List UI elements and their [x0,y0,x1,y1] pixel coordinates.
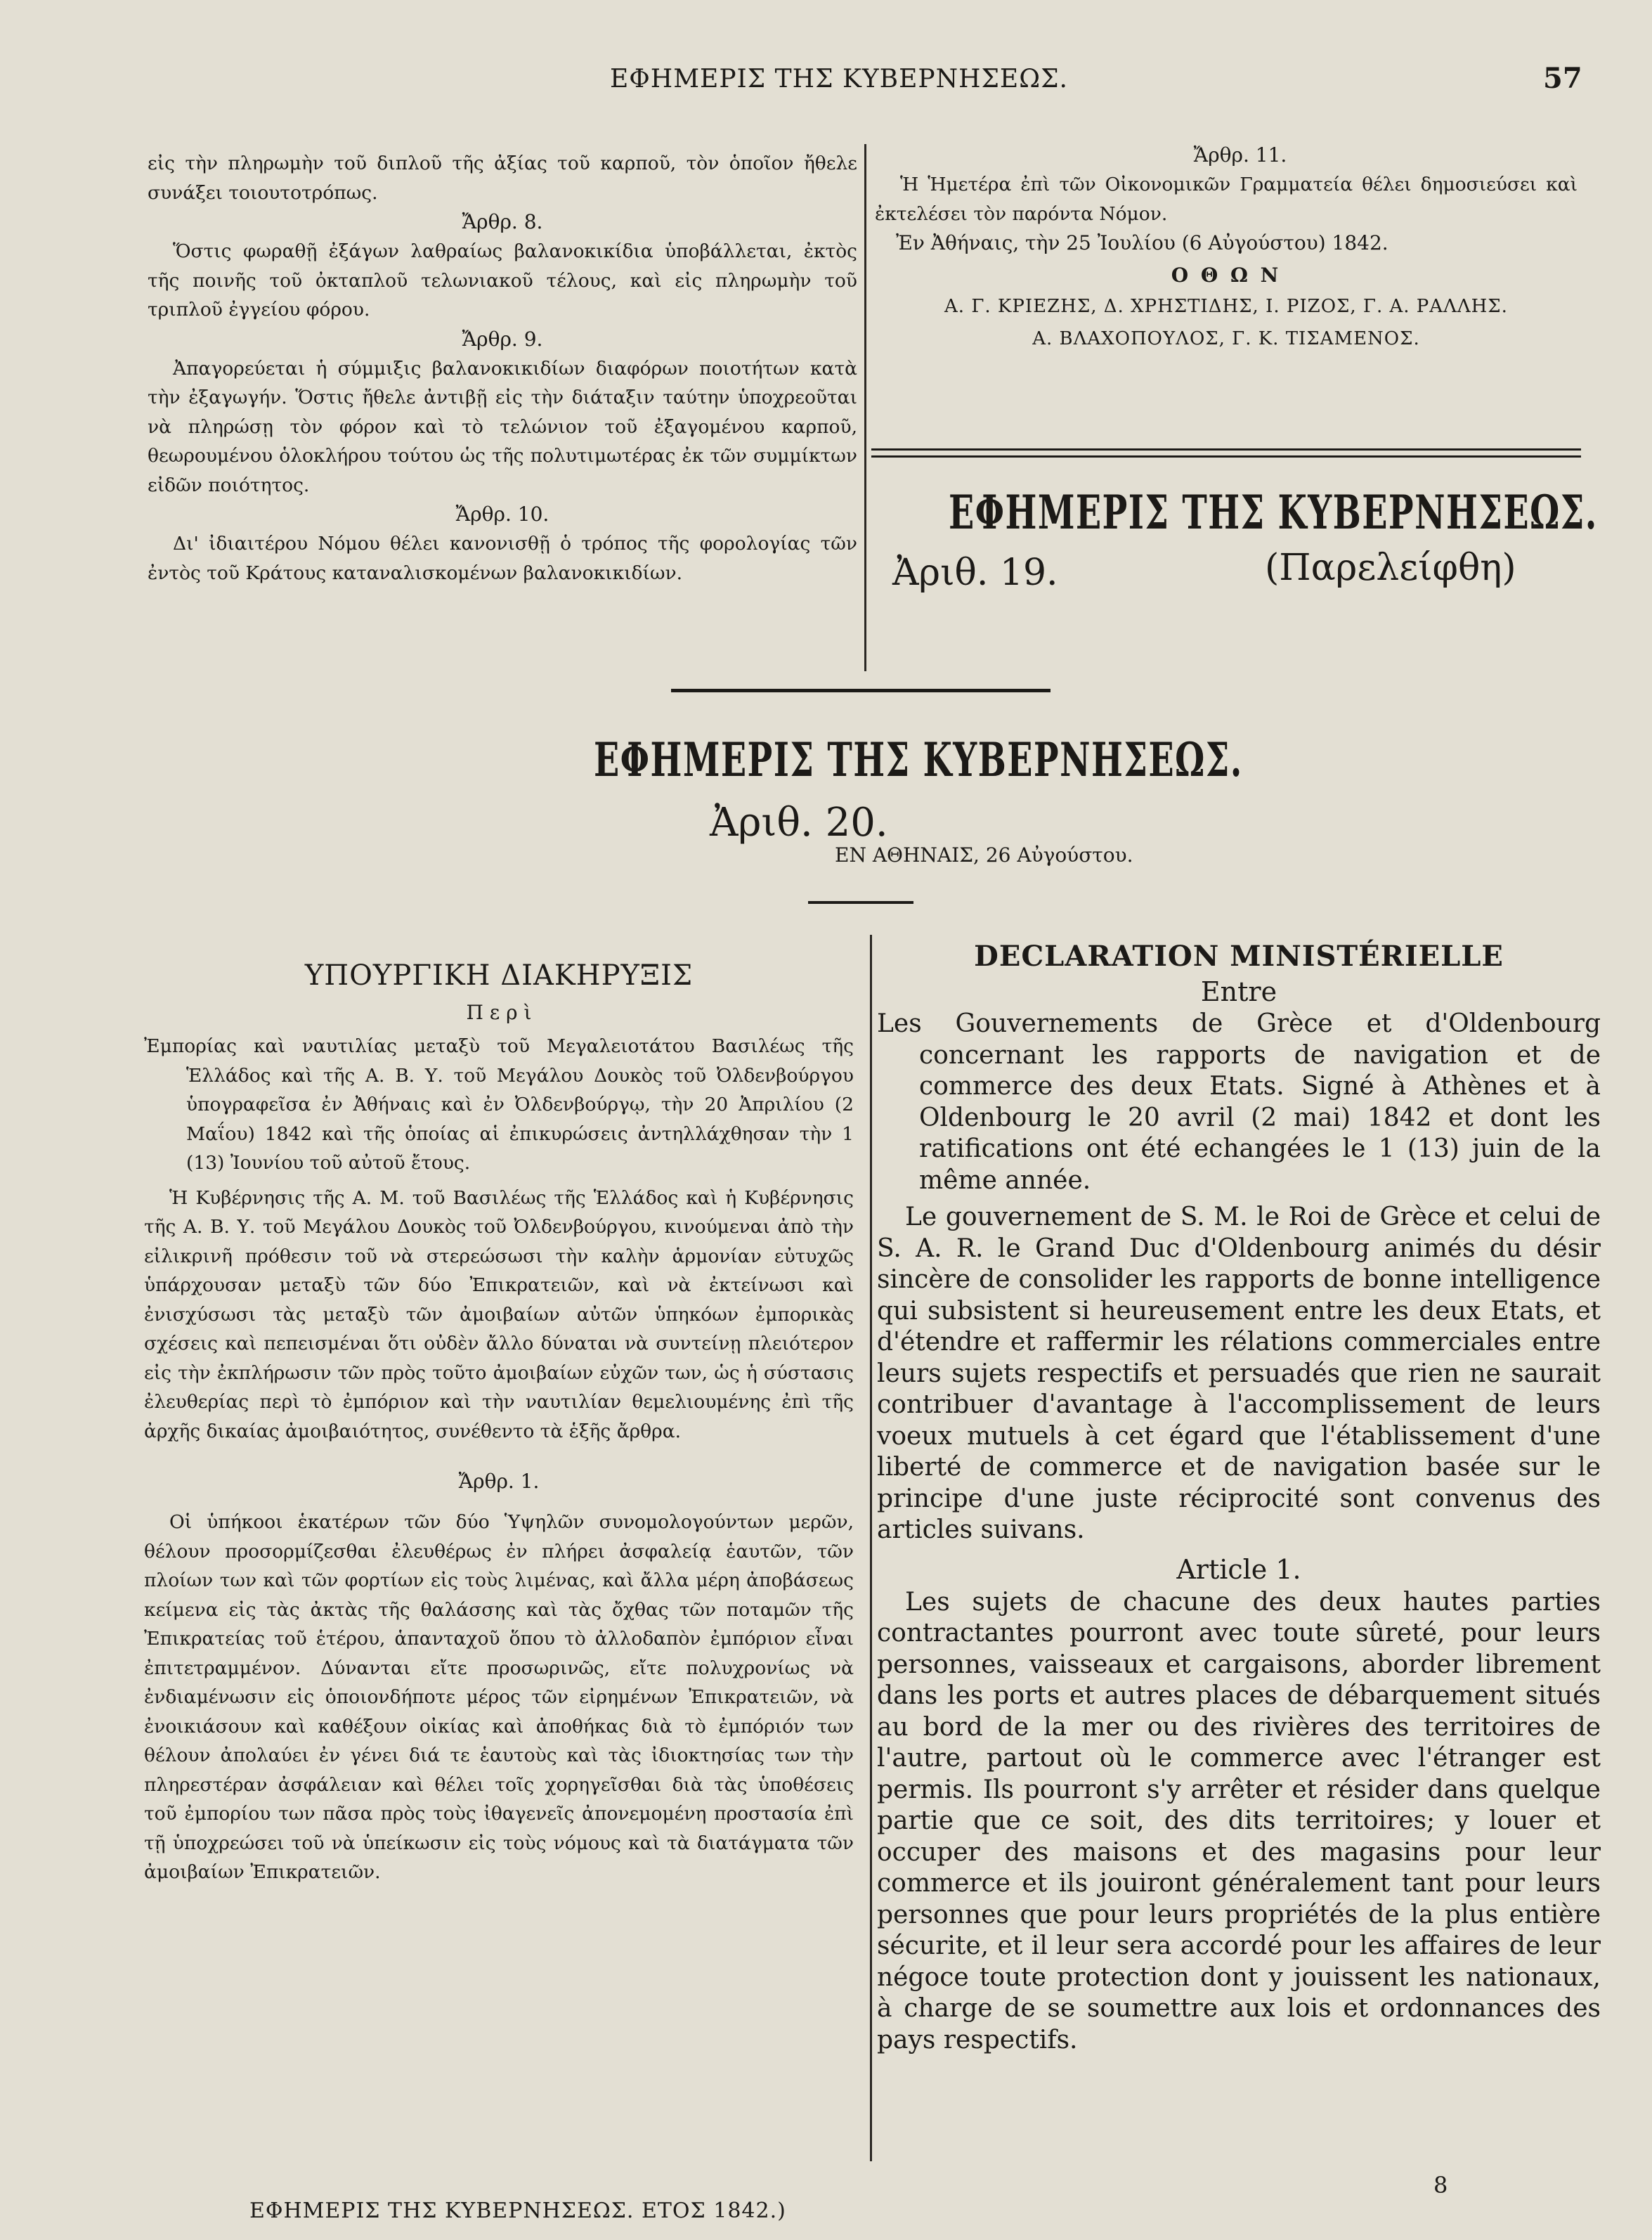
french-column [877,938,1601,2056]
issue-omitted-note: (Παρελείφθη) [1265,547,1516,589]
issue-number-19: Ἀριθ. 19. [892,552,1058,594]
article-heading: Article 1. [1176,1553,1301,1585]
law-paragraph: Ἀπαγορεύεται ἡ σύμμιξις βαλανοκικιδίων διαφόρων ποιοτήτων κατὰ τὴν ἐξαγωγήν. Ὅστις ἤθελε ἀντιβῇ εἰς τὴν διάταξιν ταύτην ὑποχρεοῦται νὰ πληρώσῃ τὸν φόρον καὶ τὸ τελώνιον τοῦ ἐξαγομένου καρποῦ, θεωρουμένου ὁλοκλήρου τούτου ὡς τῆς πολυτιμωτέρας ἐκ τῶν συμμίκτων εἰδῶν ποιότητος. [148,357,857,496]
entre-line: Entre [1200,976,1277,1007]
article-heading: Ἄρθρ. 1. [458,1470,540,1493]
top-left-column [148,149,857,588]
law-paragraph: εἰς τὴν πληρωμὴν τοῦ διπλοῦ τῆς ἀξίας τοῦ καρποῦ, τὸν ὁποῖον ἤθελε συνάξει τοιουτοτρόπως. [148,153,857,204]
issue-number-20: Ἀριθ. 20. [710,800,888,846]
declaration-title-french: DECLARATION MINISTÉRIELLE [974,940,1504,973]
article-text-greek: Οἱ ὑπήκοοι ἑκατέρων τῶν δύο Ὑψηλῶν συνομολογούντων μερῶν, θέλουν προσορμίζεσθαι ἐλευθέρως ἐν πλήρει ἀσφαλείᾳ ἑαυτῶν, τῶν πλοίων των καὶ τῶν φορτίων εἰς τοὺς λιμένας, καὶ ἄλλα μέρη ἀποβάσεως κείμενα εἰς τὰς ἀκτὰς τῆς θαλάσσης καὶ τὰς ὄχθας τῶν ποταμῶν τῆς Ἐπικρατείας τοῦ ἑτέρου, ἁπανταχοῦ ὅπου τὸ ἀλλοδαπὸν ἐμπόριον εἶναι ἐπιτετραμμένον. Δύνανται εἴτε προσωρινῶς, εἴτε πολυχρονίως νὰ ἐνδιαμένωσιν εἰς ὁποιονδήποτε μέρος τῶν εἰρημένων Ἐπικρατειῶν, νὰ ἐνοικιάσουν καὶ καθέξουν οἰκίας καὶ ἀποθήκας διὰ τὸ ἐμπόριόν των θέλουν ἀπολαύει ἐν γένει διά τε ἑαυτοὺς καὶ τὰς ἰδιοκτησίας των τὴν πληρεστέραν ἀσφάλειαν καὶ θέλει τοῖς χορηγεῖσθαι διὰ τὰς ὑποθέσεις τοῦ ἐμπορίου των πᾶσα πρὸς τοὺς ἰθαγενεῖς ἀπονεμομένη προστασία ἐπὶ τῇ ὑποχρεώσει τοῦ νὰ ὑπείκωσιν εἰς τοὺς νόμους καὶ τὰ διατάγματα τῶν ἀμοιβαίων Ἐπικρατειῶν. [144,1511,854,1883]
top-right-column [875,141,1578,355]
greek-column [144,956,854,1887]
treaty-preamble-french: Le gouvernement de S. M. le Roi de Grèce et celui de S. A. R. le Grand Duc d'Oldenbourg animés du désir sincère de consolider les rapports de bonne intelligence qui subsistent si heureusement entre les deux Etats, et d'étendre et raffermir les rélations commerciales entre leurs sujets respectifs et persuadés que rien ne saurait contribuer d'avantage à l'accomplissement de leurs voeux mutuels à cet égard que l'établissement d'une liberté de commerce et de navigation basée sur le principe d'une juste réciprocité sont convenus des articles suivans. [877,1203,1601,1544]
footer-title: ΕΦΗΜΕΡΙΣ ΤΗΣ ΚΥΒΕΡΝΗΣΕΩΣ. ΕΤΟΣ 1842.) [249,2199,786,2223]
declaration-title-greek: ΥΠΟΥΡΓΙΚΗ ΔΙΑΚΗΡΥΞΙΣ [304,959,694,992]
masthead-issue-20: ΕΦΗΜΕΡΙΣ ΤΗΣ ΚΥΒΕΡΝΗΣΕΩΣ. [594,732,1243,787]
masthead-issue-19: ΕΦΗΜΕΡΙΣ ΤΗΣ ΚΥΒΕΡΝΗΣΕΩΣ. [949,485,1598,540]
place-date: ΕΝ ΑΘΗΝΑΙΣ, 26 Αὐγούστου. [835,843,1133,867]
article-heading: Ἄρθρ. 9. [462,327,543,351]
article-text-french: Les sujets de chacune des deux hautes parties contractantes pourront avec toute sûreté, pour leurs personnes, vaisseaux et cargaisons, aborder librement dans les ports et autres places de débarquement situés au bord de la mer ou des rivières des territoires de l'autre, partout où le commerce avec l'étranger est permis. Ils pourront s'y arrêter et résider dans quelque partie que ce soit, des dits territoires; y louer et occuper des maisons et des magasins pour leur commerce et ils jouiront généralement tant pour leurs personnes que pour leurs propriétés de la plus entière sécurite, et il leur sera accordé pour les affaires de leur négoce toute protection dont y jouissent les nationaux, à charge de se soumettre aux lois et ordonnances des pays respectifs. [877,1587,1601,2054]
date-line: Ἐν Ἀθήναις, τὴν 25 Ἰουλίου (6 Αὐγούστου) 1842. [896,231,1388,254]
article-heading: Ἄρθρ. 11. [1193,143,1287,167]
running-title: ΕΦΗΜΕΡΙΣ ΤΗΣ ΚΥΒΕΡΝΗΣΕΩΣ. [610,65,1068,93]
law-paragraph: Ὅστις φωραθῇ ἐξάγων λαθραίως βαλανοκικίδια ὑποβάλλεται, ἐκτὸς τῆς ποινῆς τοῦ ὀκταπλοῦ τελωνιακοῦ τέλους, καὶ εἰς πληρωμὴν τοῦ τριπλοῦ ἐγγείου φόρου. [148,240,857,321]
peri-line: Π ε ρ ὶ [466,1001,532,1024]
column-rule [864,144,866,671]
king-signature: Ο Θ Ω Ν [1171,263,1282,287]
short-rule [808,901,913,904]
ministers-signatures: Α. Γ. ΚΡΙΕΖΗΣ, Δ. ΧΡΗΣΤΙΔΗΣ, Ι. ΡΙΖΟΣ, Γ. Α. ΡΑΛΛΗΣ. [944,295,1508,317]
article-heading: Ἄρθρ. 8. [462,210,543,233]
treaty-preamble-greek: Ἡ Κυβέρνησις τῆς Α. Μ. τοῦ Βασιλέως τῆς Ἑλλάδος καὶ ἡ Κυβέρνησις τῆς Α. Β. Υ. τοῦ Μεγάλου Δουκὸς τοῦ Ὀλδενβούργου, κινούμεναι ἀπὸ τὴν εἰλικρινῆ πρόθεσιν τοῦ νὰ στερεώσωσι τὴν καλὴν ἁρμονίαν εὐτυχῶς ὑπάρχουσαν μεταξὺ τῶν δύο Ἐπικρατειῶν, καὶ νὰ ἐκτείνωσι καὶ ἐνισχύσωσι τὰς μεταξὺ τῶν ἀμοιβαίων αὐτῶν ὑπηκόων ἐμπορικὰς σχέσεις καὶ πεπεισμέναι ὅτι οὐδὲν ἄλλο δύναται νὰ συντείνῃ πλειότερον εἰς τὴν ἐκπλήρωσιν τῶν πρὸς τοῦτο ἀμοιβαίων εὐχῶν των, ὡς ἡ σύστασις ἐλευθερίας περὶ τὸ ἐμπόριον καὶ τὴν ναυτιλίαν θεμελιουμένης ἐπὶ τῆς ἀρχῆς δικαίας ἀμοιβαιότητος, συνέθεντο τὰ ἑξῆς ἄρθρα. [144,1186,854,1442]
law-paragraph: Ἡ Ἡμετέρα ἐπὶ τῶν Οἰκονομικῶν Γραμματεία θέλει δημοσιεύσει καὶ ἐκτελέσει τὸν παρόντα Νόμον. [875,174,1578,225]
law-paragraph: Δι' ἰδιαιτέρου Νόμου θέλει κανονισθῇ ὁ τρόπος τῆς φορολογίας τῶν ἐντὸς τοῦ Κράτους καταναλισκομένων βαλανοκικιδίων. [148,533,857,584]
treaty-subject-french: Les Gouvernements de Grèce et d'Oldenbourg concernant les rapports de navigation et de commerce des deux Etats. Signé à Athènes et à Oldenbourg le 20 avril (2 mai) 1842 et dont les ratifications ont été echangées le 1 (13) juin de la même année. [877,1009,1601,1195]
signature-mark: 8 [1433,2172,1448,2199]
treaty-subject-greek: Ἐμπορίας καὶ ναυτιλίας μεταξὺ τοῦ Μεγαλειοτάτου Βασιλέως τῆς Ἑλλάδος καὶ τῆς Α. Β. Υ. τοῦ Μεγάλου Δουκὸς τοῦ Ὀλδενβούργου ὑπογραφεῖσα ἐν Ἀθήναις καὶ ἐν Ὀλδενβούργῳ, τὴν 20 Ἀπριλίου (2 Μαΐου) 1842 καὶ τῆς ὁποίας αἱ ἐπικυρώσεις ἀντηλλάχθησαν τὴν 1 (13) Ἰουνίου τοῦ αὐτοῦ ἔτους. [144,1035,854,1174]
article-heading: Ἄρθρ. 10. [455,503,549,526]
page-number: 57 [1543,62,1582,95]
double-rule [871,448,1581,451]
double-rule [871,455,1581,458]
column-rule [870,935,872,2161]
section-rule [671,689,1051,692]
ministers-signatures: Α. ΒΛΑΧΟΠΟΥΛΟΣ, Γ. Κ. ΤΙΣΑΜΕΝΟΣ. [1032,328,1420,349]
